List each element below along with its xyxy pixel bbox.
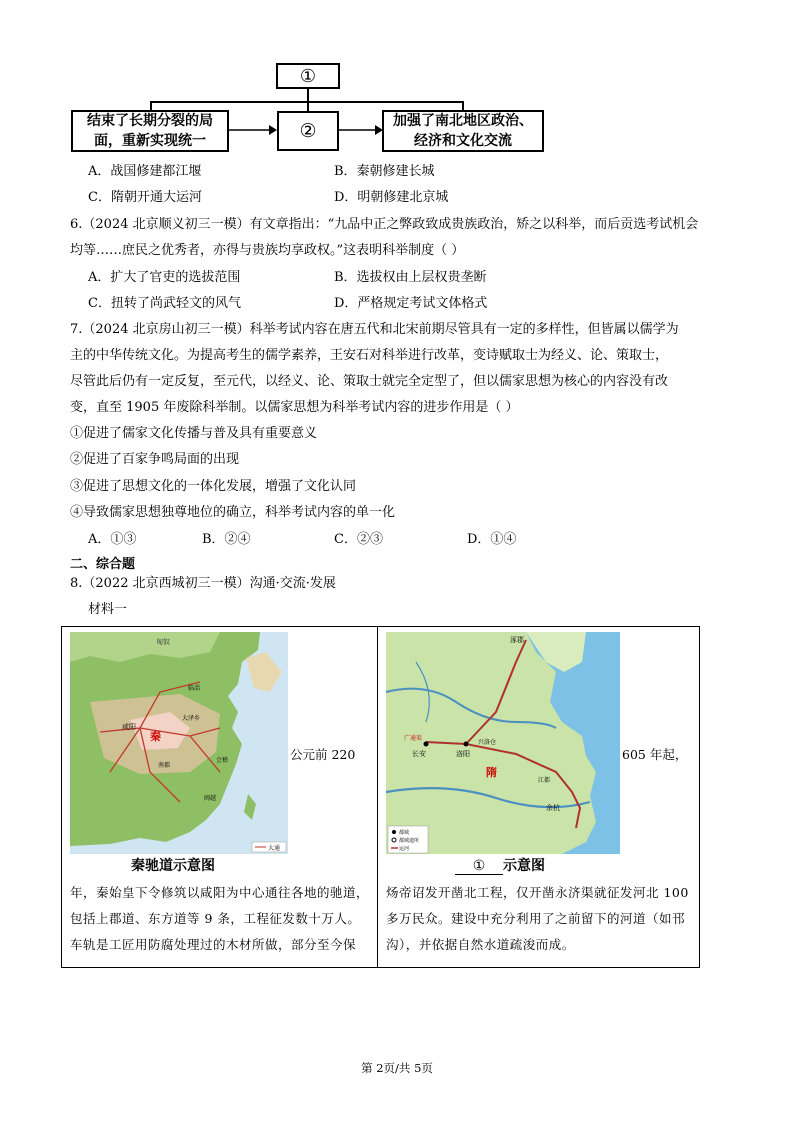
statement: ②促进了百家争鸣局面的出现: [70, 452, 240, 467]
option-c: C．扭转了尚武轻文的风气: [88, 296, 241, 311]
statement: ③促进了思想文化的一体化发展，增强了文化认同: [70, 479, 357, 494]
right-cell-line: 沟），并依据自然水道疏浚而成。: [386, 937, 575, 952]
right-cell-line: 多万民众。建设中充分利用了之前留下的河道（如邗: [386, 911, 686, 926]
flowchart-middle-box: ②: [277, 111, 339, 151]
qin-road-map: [70, 632, 288, 854]
left-cell-line: 年，秦始皇下令修筑以咸阳为中心通往各地的驰道，: [70, 885, 370, 900]
title-suffix: 示意图: [503, 858, 545, 874]
flowchart-right-box: [382, 110, 544, 152]
question-text: 7.（2024 北京房山初三一模）科举考试内容在唐五代和北宋前期尽管具有一定的多样性，但皆属以儒学为: [70, 322, 679, 337]
option-d: D．明朝修建北京城: [334, 190, 449, 205]
question-text: 主的中华传统文化。为提高考生的儒学素养，王安石对科举进行改革，变诗赋取士为经义、论、策取士，: [70, 348, 669, 363]
option-c: C．隋朝开通大运河: [88, 190, 202, 205]
right-map-title: [455, 855, 545, 875]
question-text: 8.（2022 北京西城初三一模）沟通·交流·发展: [70, 576, 336, 591]
map-legend: 运河: [399, 846, 410, 852]
map-label: 南郡: [158, 762, 171, 769]
left-side-text: 公元前 220: [290, 747, 356, 762]
flowchart-connector: [307, 101, 309, 111]
flowchart-left-line: 面，重新实现统一: [94, 133, 206, 149]
option-d: D．严格规定考试文体格式: [334, 296, 488, 311]
map-label: 咸阳: [122, 723, 136, 731]
option-a: A．①③: [88, 532, 137, 547]
map-label: 大泽乡: [182, 715, 201, 722]
flowchart-top-box: ①: [276, 63, 340, 89]
arrow-icon: [339, 123, 383, 137]
map-label: 临淄: [188, 685, 201, 692]
option-b: B．②④: [202, 532, 251, 547]
option-d: D．①④: [467, 532, 517, 547]
flowchart-right-line: 经济和文化交流: [414, 133, 512, 149]
flowchart-right-line: 加强了南北地区政治、: [393, 113, 533, 129]
map-label: 江都: [538, 777, 551, 784]
option-b: B．秦朝修建长城: [334, 164, 435, 179]
map-label: 秦: [150, 730, 161, 743]
map-legend: 大通: [268, 845, 281, 852]
title-blank: ①: [455, 858, 503, 875]
section-heading: 二、综合题: [70, 557, 136, 572]
map-label: 会稽: [216, 757, 229, 764]
left-cell-line: 包括上郡道、东方道等 9 条，工程征发数十万人。: [70, 911, 361, 926]
map-legend: 都城遗所: [399, 838, 420, 844]
map-label: 长安: [412, 750, 426, 758]
question-text: 变，直至 1905 年废除科举制。以儒家思想为科举考试内容的进步作用是（ ）: [70, 400, 519, 415]
statement: ①促进了儒家文化传播与普及具有重要意义: [70, 426, 318, 441]
right-side-text: 605 年起，: [622, 747, 688, 762]
arrow-icon: [229, 123, 277, 137]
option-c: C．②③: [334, 532, 383, 547]
page-footer: 第 2页/共 5页: [361, 1061, 433, 1075]
flowchart-left-box: [71, 110, 229, 152]
statement: ④导致儒家思想独尊地位的确立，科举考试内容的单一化: [70, 505, 396, 520]
flowchart-left-line: 结束了长期分裂的局: [87, 113, 213, 129]
map-label: 兴洛仓: [478, 739, 497, 746]
map-label: 闽越: [204, 795, 217, 802]
right-cell-line: 炀帝诏发开凿北工程，仅开凿永济渠就征发河北 100: [386, 885, 689, 900]
map-label: 洛阳: [456, 750, 470, 758]
question-text: 均等……庶民之优秀者，亦得与贵族均享政权。”这表明科举制度（ ）: [70, 243, 465, 258]
map-label: 匈奴: [156, 638, 170, 646]
material-label: 材料一: [88, 602, 128, 617]
map-legend: 都城: [399, 830, 410, 836]
left-cell-line: 车轨是工匠用防腐处理过的木材所做，部分至今保: [70, 937, 357, 952]
option-a: A．扩大了官吏的选拔范围: [88, 270, 241, 285]
map-label: 余杭: [546, 804, 560, 812]
map-label: 隋: [486, 766, 497, 779]
option-b: B．选拔权由上层权贵垄断: [334, 270, 487, 285]
left-map-title: 秦驰道示意图: [131, 858, 215, 874]
map-label: 涿郡: [510, 636, 524, 644]
sui-canal-map: [386, 632, 620, 854]
table-divider: [377, 626, 378, 968]
question-text: 6.（2024 北京顺义初三一模）有文章指出：“九品中正之弊政致成贵族政治，矫之以科举，而后贡选考试机会: [70, 217, 699, 232]
question-text: 尽管此后仍有一定反复，至元代，以经义、论、策取士就完全定型了，但以儒家思想为核心的内容没有改: [70, 374, 669, 389]
map-label: 广通渠: [404, 735, 423, 742]
option-a: A．战国修建都江堰: [88, 164, 202, 179]
